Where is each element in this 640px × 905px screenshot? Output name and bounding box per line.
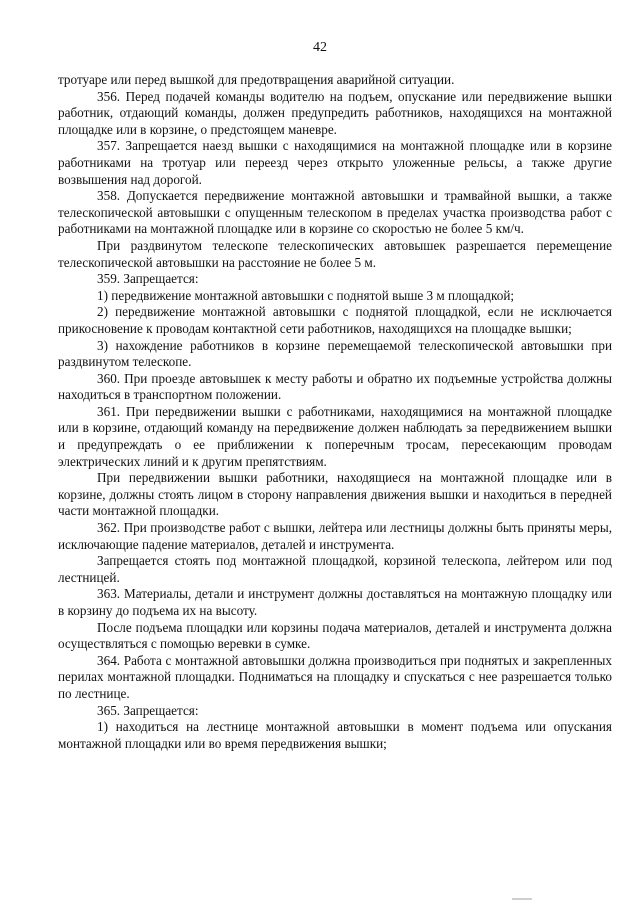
paragraph: При передвижении вышки работники, находящиеся на монтажной площадке или в корзине, должны стоять лицом в сторону направления движения вышки и находиться в передней части монтажной площадки. [58,470,612,519]
paragraph: 2) передвижение монтажной автовышки с поднятой площадкой, если не исключается прикосновение к проводам контактной сети работников, находящихся на площадке вышки; [58,304,612,336]
paragraph: При раздвинутом телескопе телескопических автовышек разрешается перемещение телескопической автовышки на расстояние не более 5 м. [58,237,612,270]
paragraph: тротуаре или перед вышкой для предотвращения аварийной ситуации. [58,72,455,87]
paragraph: 3) нахождение работников в корзине перемещаемой телескопической автовышки при раздвинутом телескопе. [58,337,612,370]
paragraph: 357. Запрещается наезд вышки с находящимися на монтажной площадке или в корзине работниками на тротуар или переезд через открыто уложенные рельсы, а также другие возвышения над дорогой. [58,138,612,187]
paragraph: 358. Допускается передвижение монтажной автовышки и трамвайной вышки, а также телескопической автовышки с опущенным телескопом в пределах участка производства работ с работниками на монтажной площадке или в корзине со скоростью не более 5 км/ч. [58,188,612,237]
paragraph: 1) находиться на лестнице монтажной автовышки в момент подъема или опускания монтажной площадки или во время передвижения вышки; [58,719,612,751]
paragraph: 360. При проезде автовышек к месту работы и обратно их подъемные устройства должны находиться в транспортном положении. [58,370,612,403]
paragraph: 361. При передвижении вышки с работниками, находящимися на монтажной площадке или в корзине, отдающий команду на передвижение должен наблюдать за передвижением вышки и предупреждать о ее приближении к поперечным тросам, пересекающим проводам электрических линий и к другим препятствиям. [58,403,612,469]
paragraph: 1) передвижение монтажной автовышки с поднятой выше 3 м площадкой; [97,287,515,303]
paragraph: 362. При производстве работ с вышки, лейтера или лестницы должны быть приняты меры, исключающие падение материалов, деталей и инструмента. [58,520,612,552]
paragraph: После подъема площадки или корзины подача материалов, деталей и инструмента должна осуществляться с помощью веревки в сумке. [58,619,612,652]
page-number: 42 [313,40,327,55]
paragraph: 364. Работа с монтажной автовышки должна производиться при поднятых и закрепленных перилах монтажной площадки. Подниматься на площадку и спускаться с нее разрешается только по лестнице. [58,652,612,701]
paragraph: Запрещается стоять под монтажной площадкой, корзиной телескопа, лейтером или под лестницей. [58,553,612,585]
paragraph: 356. Перед подачей команды водителю на подъем, опускание или передвижение вышки работник, отдающий команды, должен предупредить работников, находящихся на монтажной площадке или в корзине, о предстоящем маневре. [58,88,612,137]
paragraph: 365. Запрещается: [97,702,199,718]
paragraph: 363. Материалы, детали и инструмент должны доставляться на монтажную площадку или в корзину до подъема их на высоту. [58,586,612,618]
paragraph: 359. Запрещается: [97,271,199,287]
body-text [58,72,612,752]
scan-artifact [512,898,532,900]
